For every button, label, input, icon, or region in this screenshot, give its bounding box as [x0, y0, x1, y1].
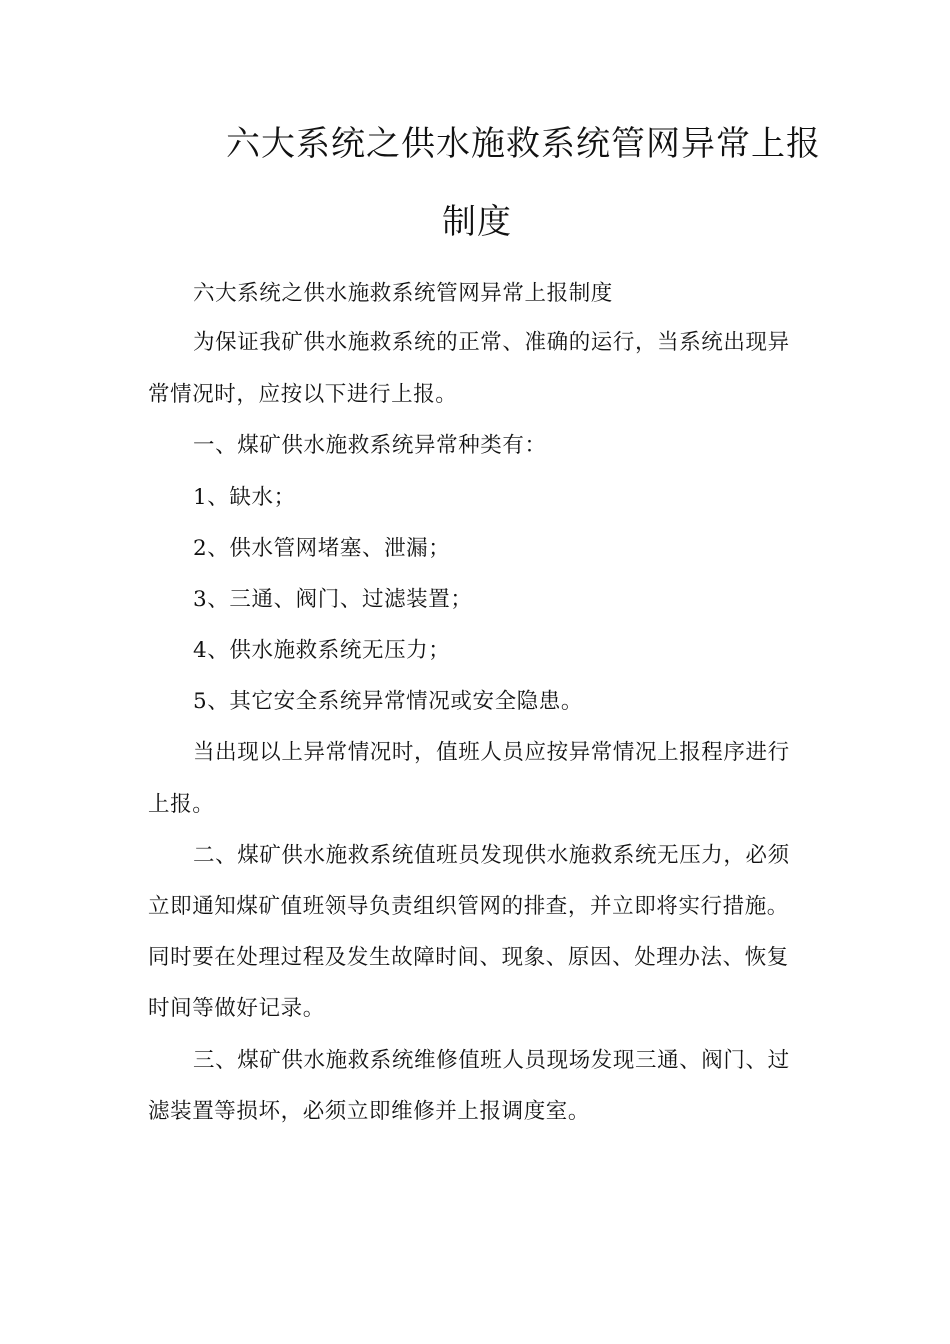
- body-line: 为保证我矿供水施救系统的正常、准确的运行，当系统出现异: [193, 330, 790, 355]
- body-line: 2、供水管网堵塞、泄漏；: [193, 536, 451, 561]
- body-line: 同时要在处理过程及发生故障时间、现象、原因、处理办法、恢复: [148, 945, 789, 970]
- body-line: 时间等做好记录。: [148, 996, 325, 1021]
- body-line: 当出现以上异常情况时，值班人员应按异常情况上报程序进行: [193, 740, 790, 765]
- body-line: 5、其它安全系统异常情况或安全隐患。: [193, 689, 583, 714]
- document-title-line-2: 制度: [442, 202, 512, 242]
- body-line: 二、煤矿供水施救系统值班员发现供水施救系统无压力，必须: [193, 843, 790, 868]
- body-line: 一、煤矿供水施救系统异常种类有：: [193, 433, 547, 458]
- document-title-line-1: 六大系统之供水施救系统管网异常上报: [226, 124, 821, 164]
- body-line: 立即通知煤矿值班领导负责组织管网的排查，并立即将实行措施。: [148, 894, 789, 919]
- body-line: 1、缺水；: [193, 485, 296, 510]
- body-line: 六大系统之供水施救系统管网异常上报制度: [193, 281, 613, 306]
- body-line: 上报。: [148, 792, 215, 817]
- body-line: 三、煤矿供水施救系统维修值班人员现场发现三通、阀门、过: [193, 1048, 790, 1073]
- body-line: 常情况时，应按以下进行上报。: [148, 382, 458, 407]
- body-line: 3、三通、阀门、过滤装置；: [193, 587, 473, 612]
- body-line: 滤装置等损坏，必须立即维修并上报调度室。: [148, 1099, 591, 1124]
- body-line: 4、供水施救系统无压力；: [193, 638, 451, 663]
